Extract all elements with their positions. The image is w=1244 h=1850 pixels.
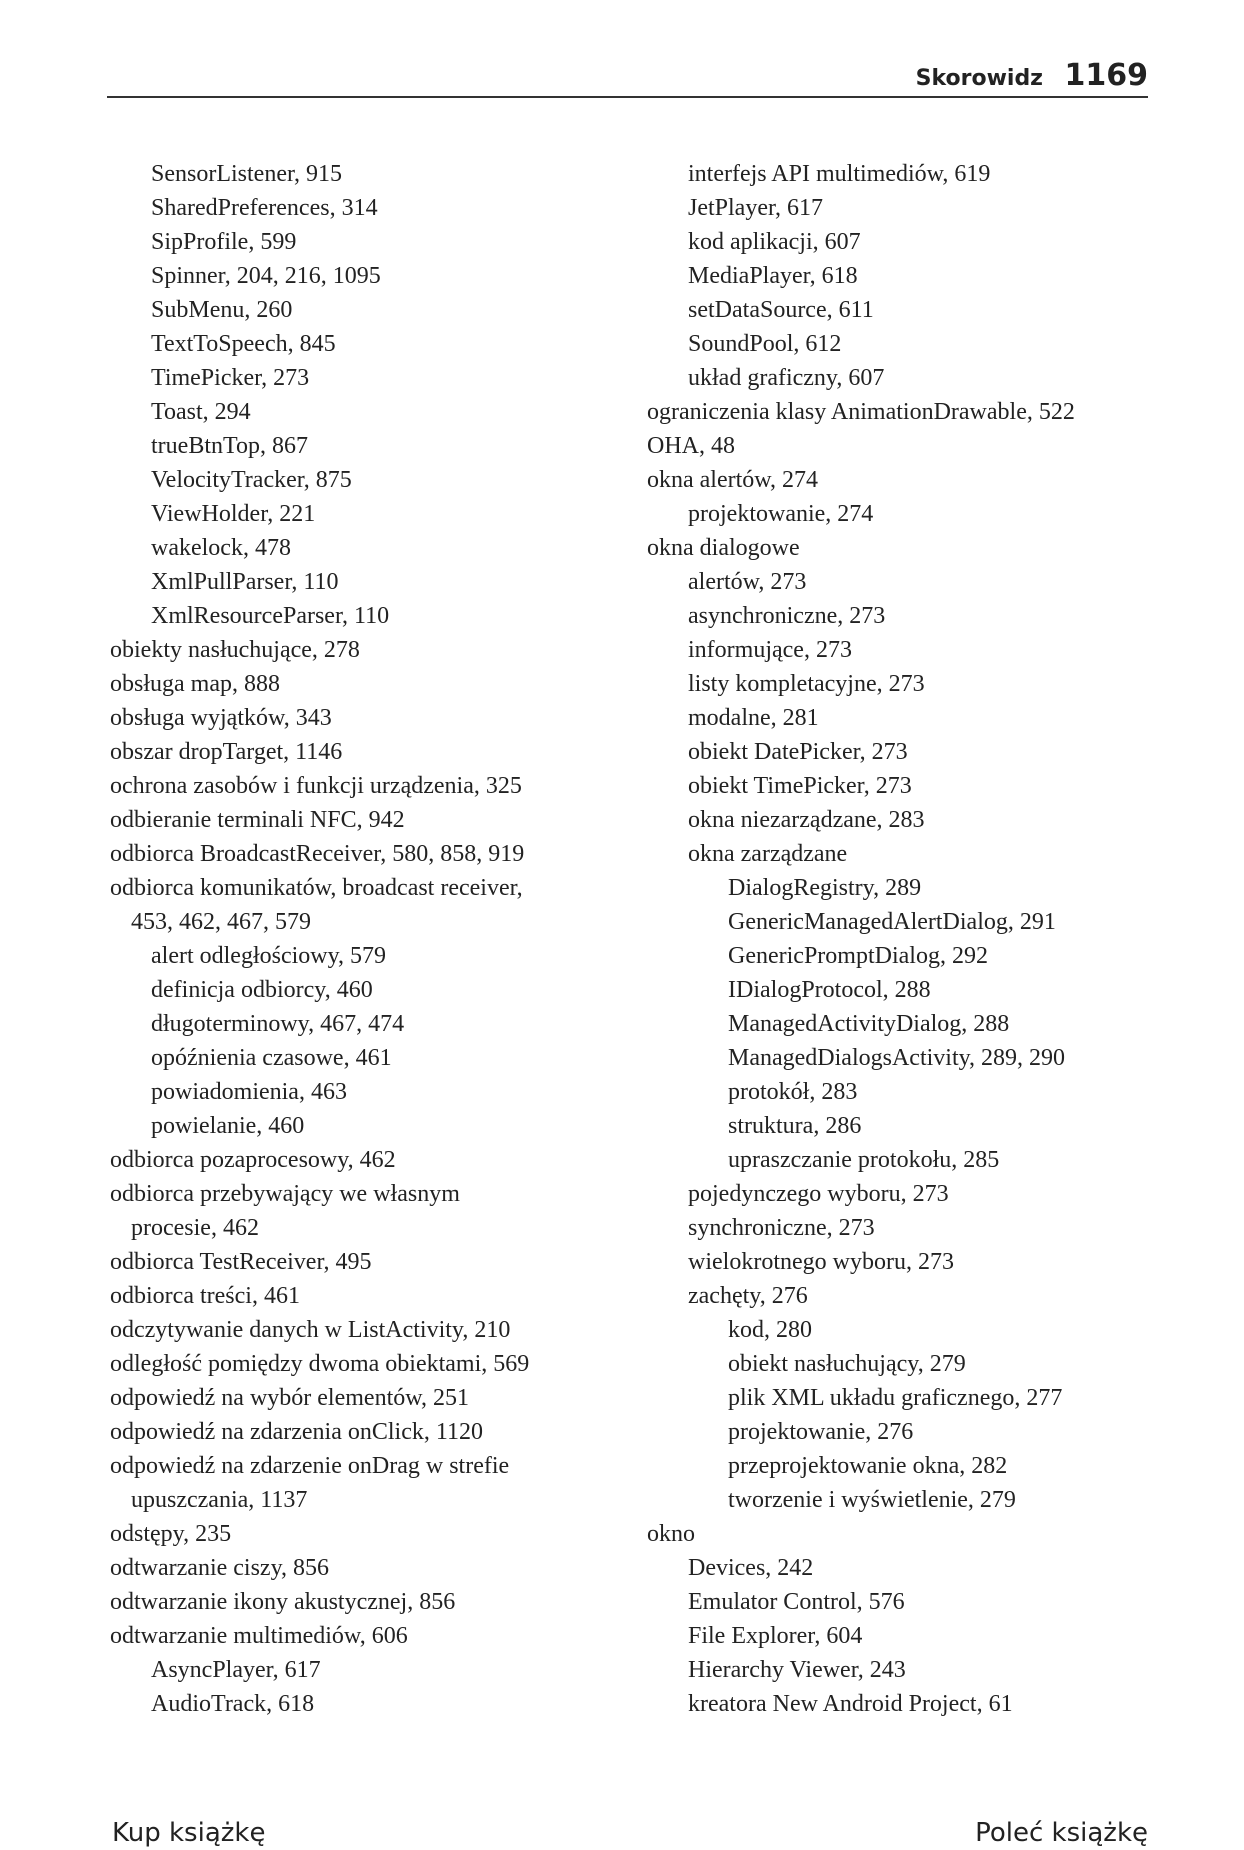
index-entry: TimePicker, 273: [151, 365, 310, 391]
index-entry: File Explorer, 604: [688, 1623, 863, 1649]
index-entry: okna dialogowe: [647, 535, 800, 561]
index-entry: odtwarzanie multimediów, 606: [110, 1623, 408, 1649]
index-entry: projektowanie, 274: [688, 501, 874, 527]
index-entry: XmlPullParser, 110: [151, 569, 339, 595]
index-entry: obszar dropTarget, 1146: [110, 739, 343, 765]
index-entry: Devices, 242: [688, 1555, 814, 1581]
index-entry: DialogRegistry, 289: [728, 875, 922, 901]
index-entry: projektowanie, 276: [728, 1419, 914, 1445]
index-entry: odpowiedź na wybór elementów, 251: [110, 1385, 470, 1411]
index-entry: JetPlayer, 617: [688, 195, 824, 221]
index-entry: kod, 280: [728, 1317, 812, 1343]
index-entry: setDataSource, 611: [688, 297, 874, 323]
index-entry: struktura, 286: [728, 1113, 862, 1139]
index-column-left: [110, 157, 630, 1721]
index-entry: obsługa map, 888: [110, 671, 280, 697]
index-entry: wielokrotnego wyboru, 273: [688, 1249, 954, 1275]
index-entry: TextToSpeech, 845: [151, 331, 336, 357]
index-entry: odstępy, 235: [110, 1521, 232, 1547]
buy-book-link[interactable]: Kup książkę: [112, 1818, 266, 1848]
index-entry: SensorListener, 915: [151, 161, 343, 187]
index-entry: informujące, 273: [688, 637, 852, 663]
index-entry: obiekt TimePicker, 273: [688, 773, 912, 799]
index-entry: kod aplikacji, 607: [688, 229, 861, 255]
index-entry: Emulator Control, 576: [688, 1589, 905, 1615]
index-entry: MediaPlayer, 618: [688, 263, 858, 289]
page-number: 1169: [1064, 58, 1148, 93]
index-entry: kreatora New Android Project, 61: [688, 1691, 1013, 1717]
index-entry: odbieranie terminali NFC, 942: [110, 807, 405, 833]
index-entry: plik XML układu graficznego, 277: [728, 1385, 1063, 1411]
index-entry: tworzenie i wyświetlenie, 279: [728, 1487, 1016, 1513]
index-entry: okna niezarządzane, 283: [688, 807, 925, 833]
index-entry: obiekty nasłuchujące, 278: [110, 637, 360, 663]
index-entry: odległość pomiędzy dwoma obiektami, 569: [110, 1351, 530, 1377]
index-entry: okna alertów, 274: [647, 467, 819, 493]
index-entry: odtwarzanie ciszy, 856: [110, 1555, 330, 1581]
index-entry: IDialogProtocol, 288: [728, 977, 931, 1003]
page-header: [107, 58, 1148, 98]
index-entry: Hierarchy Viewer, 243: [688, 1657, 906, 1683]
index-entry: OHA, 48: [647, 433, 735, 459]
index-entry: odbiorca TestReceiver, 495: [110, 1249, 372, 1275]
index-entry: odbiorca przebywający we własnym: [110, 1181, 460, 1207]
index-entry: alertów, 273: [688, 569, 807, 595]
index-entry: zachęty, 276: [688, 1283, 808, 1309]
index-entry: ograniczenia klasy AnimationDrawable, 522: [647, 399, 1075, 425]
index-entry: odpowiedź na zdarzenia onClick, 1120: [110, 1419, 483, 1445]
index-entry: GenericManagedAlertDialog, 291: [728, 909, 1056, 935]
index-entry: SipProfile, 599: [151, 229, 297, 255]
index-entry: upraszczanie protokołu, 285: [728, 1147, 1000, 1173]
index-entry: ochrona zasobów i funkcji urządzenia, 325: [110, 773, 522, 799]
index-entry: listy kompletacyjne, 273: [688, 671, 925, 697]
index-entry: modalne, 281: [688, 705, 819, 731]
index-entry: ManagedActivityDialog, 288: [728, 1011, 1010, 1037]
index-entry: długoterminowy, 467, 474: [151, 1011, 405, 1037]
index-entry: SubMenu, 260: [151, 297, 293, 323]
index-entry: alert odległościowy, 579: [151, 943, 387, 969]
index-entry-continuation: upuszczania, 1137: [131, 1487, 308, 1513]
index-entry: obiekt DatePicker, 273: [688, 739, 908, 765]
index-entry: interfejs API multimediów, 619: [688, 161, 991, 187]
index-entry: odbiorca BroadcastReceiver, 580, 858, 919: [110, 841, 525, 867]
index-entry: XmlResourceParser, 110: [151, 603, 390, 629]
index-entry: AudioTrack, 618: [151, 1691, 315, 1717]
index-entry: odczytywanie danych w ListActivity, 210: [110, 1317, 511, 1343]
index-entry: powielanie, 460: [151, 1113, 305, 1139]
index-entry: odpowiedź na zdarzenie onDrag w strefie: [110, 1453, 510, 1479]
index-entry-continuation: 453, 462, 467, 579: [131, 909, 311, 935]
index-entry: powiadomienia, 463: [151, 1079, 347, 1105]
index-entry: protokół, 283: [728, 1079, 858, 1105]
index-entry: Toast, 294: [151, 399, 251, 425]
index-entry: obsługa wyjątków, 343: [110, 705, 332, 731]
index-entry: asynchroniczne, 273: [688, 603, 886, 629]
index-entry: ManagedDialogsActivity, 289, 290: [728, 1045, 1066, 1071]
index-entry: obiekt nasłuchujący, 279: [728, 1351, 966, 1377]
recommend-book-link[interactable]: Poleć książkę: [975, 1818, 1148, 1848]
index-entry: odbiorca treści, 461: [110, 1283, 300, 1309]
index-entry-continuation: procesie, 462: [131, 1215, 259, 1241]
index-entry: układ graficzny, 607: [688, 365, 885, 391]
index-entry: okna zarządzane: [688, 841, 848, 867]
index-column-right: [647, 157, 1167, 1721]
index-entry: odtwarzanie ikony akustycznej, 856: [110, 1589, 456, 1615]
index-entry: pojedynczego wyboru, 273: [688, 1181, 949, 1207]
index-entry: synchroniczne, 273: [688, 1215, 875, 1241]
index-entry: okno: [647, 1521, 695, 1547]
index-entry: definicja odbiorcy, 460: [151, 977, 373, 1003]
index-entry: odbiorca komunikatów, broadcast receiver,: [110, 875, 523, 901]
running-head-title: Skorowidz: [915, 66, 1043, 91]
index-entry: Spinner, 204, 216, 1095: [151, 263, 381, 289]
index-entry: trueBtnTop, 867: [151, 433, 308, 459]
index-entry: opóźnienia czasowe, 461: [151, 1045, 392, 1071]
index-entry: SharedPreferences, 314: [151, 195, 378, 221]
index-entry: SoundPool, 612: [688, 331, 842, 357]
index-entry: GenericPromptDialog, 292: [728, 943, 988, 969]
index-entry: ViewHolder, 221: [151, 501, 316, 527]
index-entry: AsyncPlayer, 617: [151, 1657, 321, 1683]
index-entry: wakelock, 478: [151, 535, 291, 561]
index-entry: przeprojektowanie okna, 282: [728, 1453, 1008, 1479]
index-entry: odbiorca pozaprocesowy, 462: [110, 1147, 396, 1173]
index-entry: VelocityTracker, 875: [151, 467, 352, 493]
